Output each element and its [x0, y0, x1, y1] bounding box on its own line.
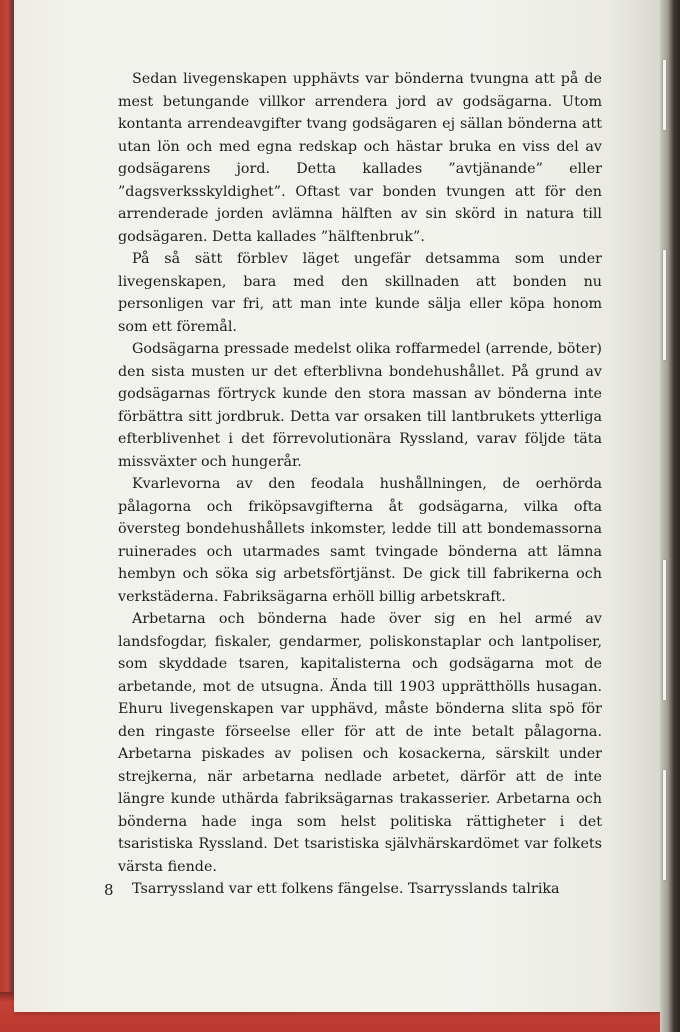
body-text — [118, 68, 602, 901]
page-number: 8 — [104, 881, 114, 899]
book-page — [14, 0, 660, 1012]
binding-stitch — [663, 250, 666, 360]
binding-stitch — [663, 560, 666, 700]
binding-stitch — [663, 770, 666, 880]
paragraph: Godsägarna pressade medelst olika roffarmedel (arrende, böter) den sista musten ur det efterblivna bondehushållet. På grund av godsägarnas förtryck kunde den stora massan av bönderna inte förbättra sitt jordbruk. Detta var orsaken till lantbrukets ytterliga efterblivenhet i det förrevolutionära Ryssland, varav följde täta missväxter och hungerår. — [118, 341, 602, 470]
paragraph: Sedan livegenskapen upphävts var bönderna tvungna att på de mest betungande villkor arrendera jord av godsägarna. Utom kontanta arrendeavgifter tvang godsägaren ej sällan bönderna att utan lön och med egna redskap och hästar bruka en viss del av godsägarens jord. Detta kallades ”avtjänande” eller ”dagsverksskyldighet”. Oftast var bonden tvungen att för den arrenderade jorden avlämna hälften av sin skörd in natura till godsägaren. Detta kallades ”hälftenbruk”. — [118, 71, 602, 245]
paragraph: Arbetarna och bönderna hade över sig en hel armé av landsfogdar, fiskaler, gendarmer, poliskonstaplar och lantpoliser, som skyddade tsaren, kapitalisterna och godsägarna mot de arbetande, mot de utsugna. Ända till 1903 upprätthölls husagan. Ehuru livegenskapen var upphävd, måste bönderna slita spö för den ringaste förseelse eller för att de inte betalt pålagorna. Arbetarna piskades av polisen och kosackerna, särskilt under strejkerna, när arbetarna nedlade arbetet, därför att de inte längre kunde uthärda fabriksägarnas trakasserier. Arbetarna och bönderna hade inga som helst politiska rättigheter i det tsaristiska Ryssland. Det tsaristiska självhärskardömet var folkets värsta fiende. — [118, 611, 602, 875]
paragraph: På så sätt förblev läget ungefär detsamma som under livegenskapen, bara med den skillnaden att bonden nu personligen var fri, att man inte kunde sälja eller köpa honom som ett föremål. — [118, 251, 602, 335]
paragraph: Tsarryssland var ett folkens fängelse. Tsarrysslands talrika — [132, 881, 560, 897]
binding-edge — [660, 0, 680, 1032]
binding-stitch — [663, 60, 666, 130]
paragraph: Kvarlevorna av den feodala hushållningen, de oerhörda pålagorna och friköpsavgifterna åt godsägarna, vilka ofta översteg bondehushållets inkomster, ledde till att bondemassorna ruinerades och utarmades samt tvingade bönderna att lämna hembyn och söka sig arbetsförtjänst. De gick till fabrikerna och verkstäderna. Fabriksägarna erhöll billig arbetskraft. — [118, 476, 602, 605]
